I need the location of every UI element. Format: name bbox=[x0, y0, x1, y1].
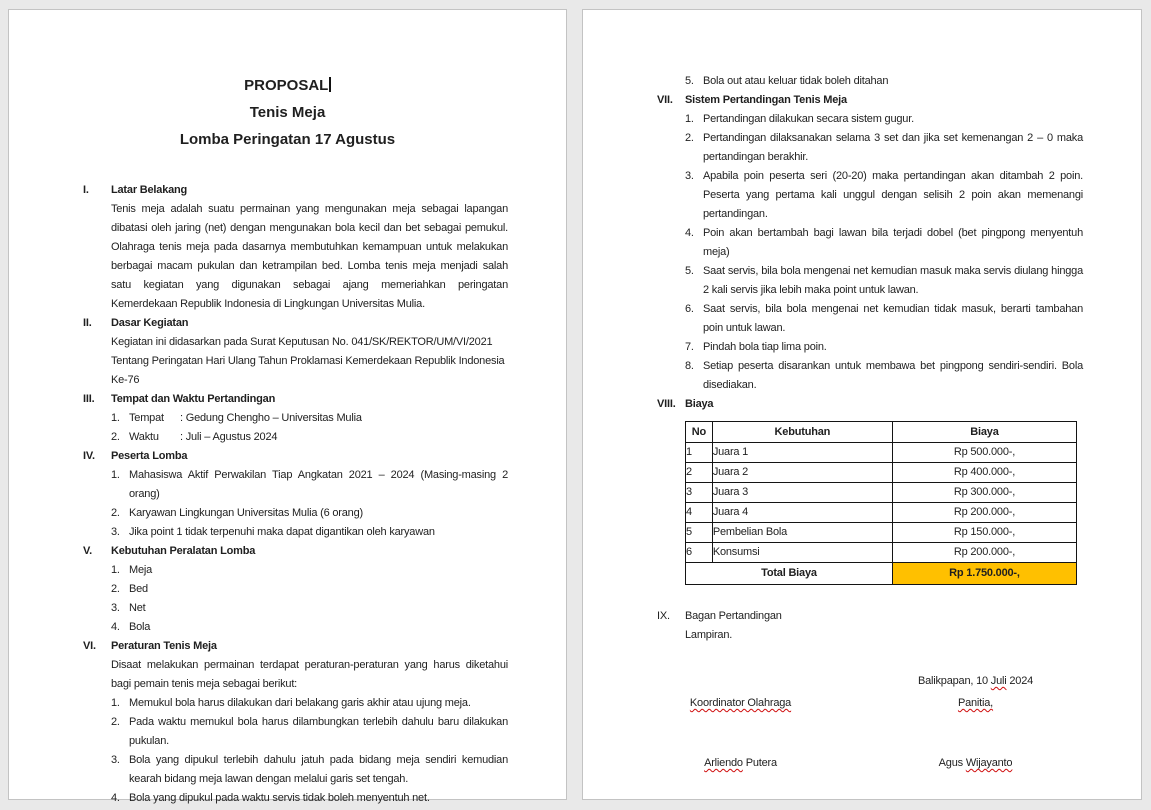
section-numeral: VIII. bbox=[657, 398, 676, 410]
table-cell-no[interactable]: 1 bbox=[686, 443, 713, 463]
section-heading[interactable]: Biaya bbox=[685, 398, 714, 410]
section-heading[interactable]: Tempat dan Waktu Pertandingan bbox=[111, 393, 276, 405]
list-item-text: Pindah bola tiap lima poin. bbox=[703, 341, 827, 353]
list-item-number: 7. bbox=[685, 341, 694, 353]
section-numeral: IX. bbox=[657, 610, 670, 622]
list-item-text: Bola out atau keluar tidak boleh ditahan bbox=[703, 75, 889, 87]
signature-name-left[interactable] bbox=[633, 754, 848, 773]
list-item-number: 2. bbox=[111, 583, 120, 595]
paragraph[interactable]: Kegiatan ini didasarkan pada Surat Keputusan No. 041/SK/REKTOR/UM/VI/2021 Tentang Peringatan Hari Ulang Tahun Proklamasi Kemerdekaan Republik Indonesia Ke-76 bbox=[111, 336, 505, 386]
list-item[interactable] bbox=[685, 129, 1083, 167]
list-item-text: Bed bbox=[129, 583, 148, 595]
signature-names-row bbox=[685, 754, 1083, 773]
list-item-text: Poin akan bertambah bagi lawan bila terjadi dobel (bet pingpong menyentuh meja) bbox=[703, 227, 1083, 258]
page-2-sections bbox=[657, 72, 1083, 414]
list-item-text: Setiap peserta disarankan untuk membawa bet pingpong sendiri-sendiri. Bola disediakan. bbox=[703, 360, 1083, 391]
list-item-number: 1. bbox=[111, 412, 120, 424]
paragraph[interactable]: Disaat melakukan permainan terdapat peraturan-peraturan yang harus diketahui bagi pemain tenis meja sebagai berikut: bbox=[111, 659, 508, 690]
list-item[interactable] bbox=[111, 618, 508, 637]
list-item-number: 3. bbox=[111, 602, 120, 614]
committee-role-label: Panitia, bbox=[957, 697, 994, 709]
list-item[interactable] bbox=[111, 789, 508, 808]
list-item-text: Apabila poin peserta seri (20-20) maka pertandingan akan ditambah 2 poin. Peserta yang pertama kali unggul dengan selisih 2 poin akan memenangi pertandingan. bbox=[703, 170, 1083, 220]
list-item-text: Meja bbox=[129, 564, 153, 576]
list-item-text: Bola bbox=[129, 621, 151, 633]
document-section bbox=[657, 91, 1083, 395]
committee-name-last: Wijayanto bbox=[965, 757, 1013, 769]
cost-table[interactable] bbox=[685, 421, 1077, 585]
table-row bbox=[686, 483, 1077, 503]
list-item-number: 3. bbox=[685, 170, 694, 182]
list-item-text: Memukul bola harus dilakukan dari belakang garis akhir atau ujung meja. bbox=[129, 697, 471, 709]
list-item[interactable] bbox=[111, 751, 508, 789]
table-cell-kebutuhan[interactable]: Juara 3 bbox=[712, 483, 892, 503]
document-section bbox=[657, 607, 1083, 645]
list-item-number: 6. bbox=[685, 303, 694, 315]
document-page-1[interactable] bbox=[8, 9, 567, 804]
section-heading[interactable]: Sistem Pertandingan Tenis Meja bbox=[685, 94, 847, 106]
table-cell-biaya[interactable]: Rp 500.000-, bbox=[892, 443, 1076, 463]
coordinator-role-label: Koordinator Olahraga bbox=[689, 697, 792, 709]
list-item-number: 4. bbox=[111, 621, 120, 633]
signature-date[interactable] bbox=[868, 672, 1083, 691]
document-section bbox=[657, 395, 1083, 414]
list-item-number: 2. bbox=[685, 132, 694, 144]
list-item[interactable] bbox=[685, 300, 1083, 338]
section-heading[interactable]: Peserta Lomba bbox=[111, 450, 188, 462]
page-2-tail-sections bbox=[657, 607, 1083, 645]
list-item[interactable] bbox=[111, 694, 508, 713]
signature-date-row bbox=[685, 672, 1083, 691]
list-item-number: 3. bbox=[111, 754, 120, 766]
committee-name-first: Agus bbox=[938, 757, 966, 769]
table-cell-no[interactable]: 4 bbox=[686, 503, 713, 523]
table-header-cell: Kebutuhan bbox=[712, 422, 892, 443]
list-item[interactable] bbox=[111, 523, 508, 542]
table-cell-no[interactable]: 2 bbox=[686, 463, 713, 483]
list-item-number: 3. bbox=[111, 526, 120, 538]
list-item-text: Saat servis, bila bola mengenai net kemudian masuk maka servis diulang hingga 2 kali servis jika lebih maka point untuk lawan. bbox=[703, 265, 1083, 296]
list-item-number: 1. bbox=[111, 564, 120, 576]
table-cell-no[interactable]: 6 bbox=[686, 543, 713, 563]
list-item-number: 2. bbox=[111, 431, 120, 443]
paragraph[interactable]: Tenis meja adalah suatu permainan yang mengunakan meja sebagai lapangan dibatasi oleh jaring (net) dengan mengunakan bola kecil dan bet sebagai pemukul. Olahraga tenis meja pada dasarnya membutuhkan kemampuan untuk melakukan berbagai macam pukulan dan ketrampilan bed. Lomba tenis meja menjadi salah satu kegiatan yang digunakan sebagai ajang memeriahkan peringatan Kemerdekaan Republik Indonesia di Lingkungan Universitas Mulia. bbox=[111, 203, 508, 310]
list-item-text: Pertandingan dilaksanakan selama 3 set dan jika set kemenangan 2 – 0 maka pertandingan berakhir. bbox=[703, 132, 1083, 163]
section-heading[interactable]: Peraturan Tenis Meja bbox=[111, 640, 217, 652]
table-cell-kebutuhan[interactable]: Konsumsi bbox=[712, 543, 892, 563]
list-item[interactable] bbox=[111, 428, 508, 447]
list-item-number: 5. bbox=[685, 265, 694, 277]
table-cell-biaya[interactable]: Rp 200.000-, bbox=[892, 543, 1076, 563]
list-item-number: 4. bbox=[685, 227, 694, 239]
section-heading[interactable]: Kebutuhan Peralatan Lomba bbox=[111, 545, 256, 557]
list-item-text: Waktu : Juli – Agustus 2024 bbox=[129, 428, 508, 447]
list-item-text: Karyawan Lingkungan Universitas Mulia (6 orang) bbox=[129, 507, 363, 519]
table-total-value[interactable]: Rp 1.750.000-, bbox=[892, 563, 1076, 585]
signature-name-right[interactable] bbox=[868, 754, 1083, 773]
section-numeral: III. bbox=[83, 393, 95, 405]
table-cell-kebutuhan[interactable]: Juara 1 bbox=[712, 443, 892, 463]
signature-block bbox=[685, 672, 1083, 773]
table-cell-biaya[interactable]: Rp 150.000-, bbox=[892, 523, 1076, 543]
signature-date-month: Juli bbox=[990, 675, 1007, 687]
table-cell-no[interactable]: 3 bbox=[686, 483, 713, 503]
page-1-body bbox=[9, 181, 566, 808]
text-cursor bbox=[329, 77, 331, 92]
signature-date-city: Balikpapan, 10 bbox=[917, 675, 991, 687]
list-item[interactable] bbox=[685, 357, 1083, 395]
signature-role-left[interactable] bbox=[633, 694, 848, 713]
list-item-text: Pertandingan dilakukan secara sistem gugur. bbox=[703, 113, 914, 125]
section-numeral: VI. bbox=[83, 640, 96, 652]
list-item-text: Jika point 1 tidak terpenuhi maka dapat digantikan oleh karyawan bbox=[129, 526, 435, 538]
signature-role-right[interactable] bbox=[868, 694, 1083, 713]
coordinator-name-rest: Putera bbox=[742, 757, 777, 769]
table-row bbox=[686, 543, 1077, 563]
signature-date-spacer bbox=[633, 672, 848, 691]
section-numeral: IV. bbox=[83, 450, 95, 462]
list-item[interactable] bbox=[685, 262, 1083, 300]
list-item-number: 8. bbox=[685, 360, 694, 372]
table-cell-biaya[interactable]: Rp 300.000-, bbox=[892, 483, 1076, 503]
document-section bbox=[83, 390, 508, 447]
title-line-2[interactable] bbox=[9, 99, 566, 126]
document-page-2[interactable] bbox=[582, 9, 1142, 800]
list-item-text: Mahasiswa Aktif Perwakilan Tiap Angkatan 2021 – 2024 (Masing-masing 2 orang) bbox=[129, 469, 508, 500]
list-item-text: Bola yang dipukul pada waktu servis tidak boleh menyentuh net. bbox=[129, 792, 430, 804]
signature-date-year: 2024 bbox=[1006, 675, 1034, 687]
document-section bbox=[83, 637, 508, 808]
list-item-number: 1. bbox=[685, 113, 694, 125]
list-item[interactable] bbox=[111, 580, 508, 599]
list-item[interactable] bbox=[685, 167, 1083, 224]
list-item[interactable] bbox=[111, 713, 508, 751]
list-item-label: Waktu bbox=[129, 431, 159, 443]
document-section bbox=[83, 181, 508, 314]
section-heading[interactable]: Bagan Pertandingan bbox=[685, 610, 782, 622]
table-total-label[interactable]: Total Biaya bbox=[686, 563, 893, 585]
list-item-label: Tempat bbox=[129, 412, 164, 424]
list-item[interactable] bbox=[685, 110, 1083, 129]
table-header-cell: No bbox=[686, 422, 713, 443]
table-cell-no[interactable]: 5 bbox=[686, 523, 713, 543]
table-cell-kebutuhan[interactable]: Pembelian Bola bbox=[712, 523, 892, 543]
table-cell-kebutuhan[interactable]: Juara 4 bbox=[712, 503, 892, 523]
list-item[interactable] bbox=[685, 224, 1083, 262]
table-cell-biaya[interactable]: Rp 400.000-, bbox=[892, 463, 1076, 483]
title-line-3[interactable] bbox=[9, 126, 566, 153]
coordinator-name-first: Arliendo bbox=[704, 757, 743, 769]
list-item-number: 2. bbox=[111, 716, 120, 728]
document-section bbox=[83, 542, 508, 637]
table-header-row bbox=[686, 422, 1077, 443]
list-item-number: 5. bbox=[685, 75, 694, 87]
list-item-number: 2. bbox=[111, 507, 120, 519]
document-section bbox=[83, 447, 508, 542]
list-item-number: 1. bbox=[111, 697, 120, 709]
table-header-cell: Biaya bbox=[892, 422, 1076, 443]
list-item-number: 4. bbox=[111, 792, 120, 804]
list-item-text: Tempat : Gedung Chengho – Universitas Mulia bbox=[129, 409, 508, 428]
list-item[interactable] bbox=[111, 599, 508, 618]
list-item[interactable] bbox=[685, 338, 1083, 357]
document-title-block bbox=[9, 10, 566, 153]
doc-subtitle: Tenis Meja bbox=[249, 104, 326, 121]
section-numeral: V. bbox=[83, 545, 92, 557]
page-2-body bbox=[583, 10, 1141, 773]
table-row bbox=[686, 523, 1077, 543]
doc-title: PROPOSAL bbox=[244, 77, 329, 94]
table-row bbox=[686, 463, 1077, 483]
list-item[interactable] bbox=[685, 72, 1083, 91]
table-row bbox=[686, 503, 1077, 523]
section-heading[interactable]: Dasar Kegiatan bbox=[111, 317, 189, 329]
list-item-text: Bola yang dipukul terlebih dahulu jatuh pada bidang meja sendiri kemudian kearah bidang meja lawan dengan melalui garis set tengah. bbox=[129, 754, 508, 785]
table-cell-biaya[interactable]: Rp 200.000-, bbox=[892, 503, 1076, 523]
list-item[interactable] bbox=[111, 561, 508, 580]
paragraph[interactable]: Lampiran. bbox=[685, 629, 733, 641]
doc-subtitle-2: Lomba Peringatan 17 Agustus bbox=[179, 131, 396, 148]
section-heading[interactable]: Latar Belakang bbox=[111, 184, 188, 196]
table-cell-kebutuhan[interactable]: Juara 2 bbox=[712, 463, 892, 483]
section-numeral: I. bbox=[83, 184, 89, 196]
list-item-text: Net bbox=[129, 602, 146, 614]
list-item-number: 1. bbox=[111, 469, 120, 481]
table-row bbox=[686, 443, 1077, 463]
list-item-text: Saat servis, bila bola mengenai net kemudian tidak masuk, berarti tambahan poin untuk lawan. bbox=[703, 303, 1083, 334]
title-line-1[interactable] bbox=[9, 72, 566, 99]
table-total-row bbox=[686, 563, 1077, 585]
list-item-text: Pada waktu memukul bola harus dilambungkan terlebih dahulu baru dilakukan pukulan. bbox=[129, 716, 508, 747]
section-numeral: VII. bbox=[657, 94, 673, 106]
list-item[interactable] bbox=[111, 504, 508, 523]
list-item[interactable] bbox=[111, 409, 508, 428]
section-numeral: II. bbox=[83, 317, 92, 329]
document-section bbox=[83, 314, 508, 390]
list-item[interactable] bbox=[111, 466, 508, 504]
document-section bbox=[685, 72, 1083, 91]
signature-roles-row bbox=[685, 694, 1083, 713]
